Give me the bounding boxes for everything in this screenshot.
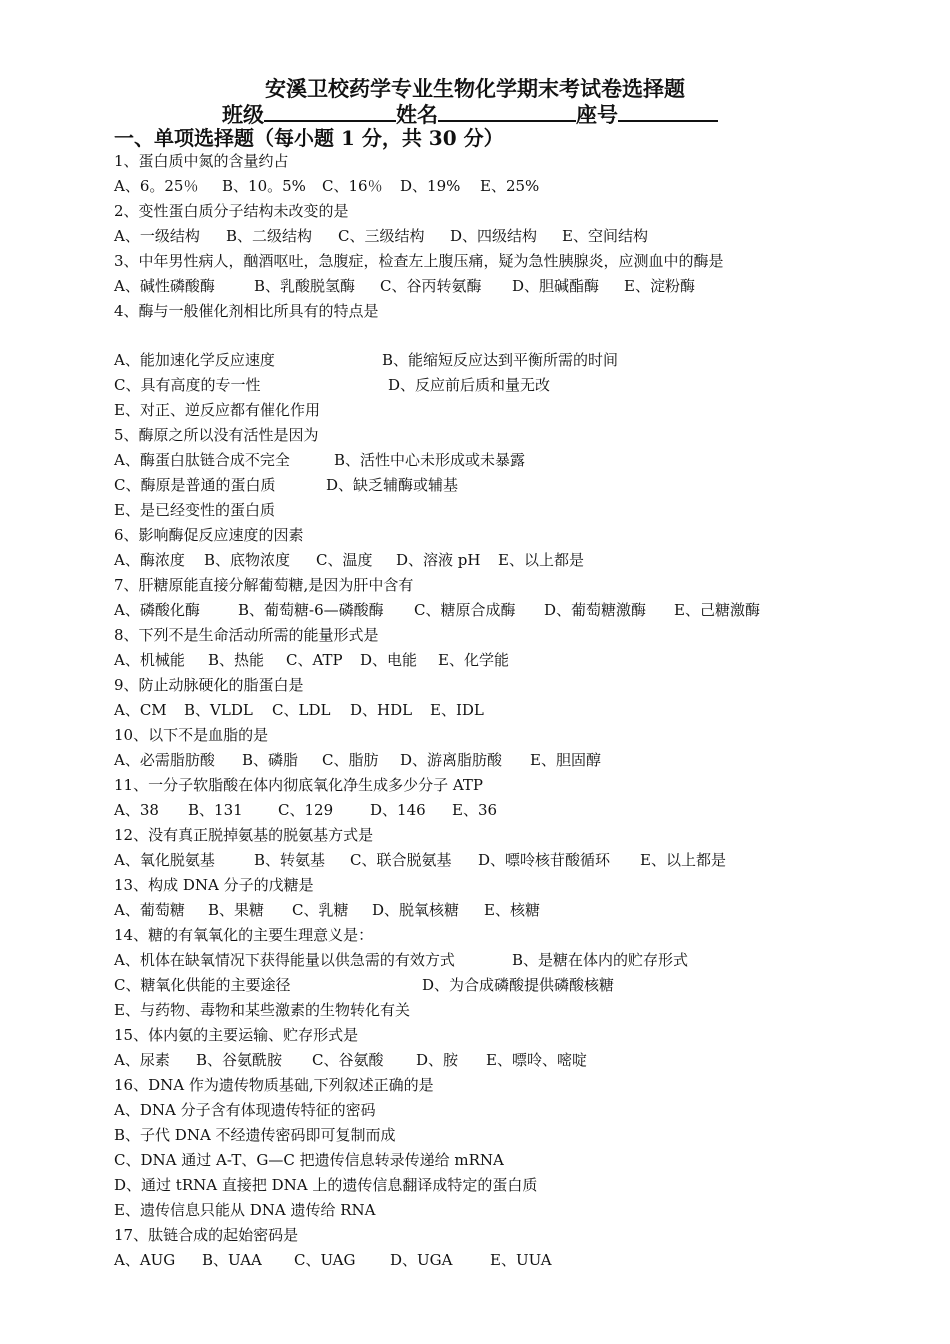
option: A、葡萄糖 — [114, 901, 185, 919]
option: E、化学能 — [438, 651, 509, 669]
option: D、UGA — [390, 1251, 453, 1269]
option: C、16％ — [322, 177, 383, 195]
seat-blank[interactable] — [618, 100, 718, 122]
option: E、是已经变性的蛋白质 — [114, 501, 275, 519]
option: A、尿素 — [114, 1051, 170, 1069]
option: E、对正、逆反应都有催化作用 — [114, 401, 320, 419]
option: C、三级结构 — [338, 227, 425, 245]
option: A、酶蛋白肽链合成不完全 — [114, 451, 290, 469]
option-row — [114, 800, 497, 820]
option: D、电能 — [360, 651, 418, 669]
option: D、胺 — [416, 1051, 459, 1069]
option: D、反应前后质和量无改 — [388, 376, 551, 394]
option-row — [114, 1250, 552, 1270]
question-stem: 4、酶与一般催化剂相比所具有的特点是 — [114, 302, 379, 320]
option: B、UAA — [202, 1251, 262, 1269]
option: A、DNA 分子含有体现遗传特征的密码 — [114, 1101, 376, 1119]
option: E、以上都是 — [498, 551, 584, 569]
option: B、谷氨酰胺 — [196, 1051, 283, 1069]
question-stem: 12、没有真正脱掉氨基的脱氨基方式是 — [114, 826, 374, 844]
option: A、6。25％ — [114, 177, 199, 195]
option: D、为合成磷酸提供磷酸核糖 — [422, 976, 615, 994]
question-stem: 16、DNA 作为遗传物质基础,下列叙述正确的是 — [114, 1076, 434, 1094]
question-stem: 17、肽链合成的起始密码是 — [114, 1226, 299, 1244]
option: D、葡萄糖激酶 — [544, 601, 647, 619]
option: E、UUA — [490, 1251, 552, 1269]
exam-title: 安溪卫校药学专业生物化学期末考试卷选择题 — [265, 76, 685, 101]
option: C、DNA 通过 A-T、G—C 把遗传信息转录传递给 mRNA — [114, 1151, 504, 1169]
option: D、通过 tRNA 直接把 DNA 上的遗传信息翻译成特定的蛋白质 — [114, 1176, 538, 1194]
question-stem: 11、一分子软脂酸在体内彻底氧化净生成多少分子 ATP — [114, 776, 483, 794]
question-stem: 9、防止动脉硬化的脂蛋白是 — [114, 676, 304, 694]
option-row — [114, 276, 695, 296]
option-row — [114, 550, 584, 570]
question-stem: 14、糖的有氧氧化的主要生理意义是： — [114, 926, 374, 944]
option: A、机械能 — [114, 651, 185, 669]
option: B、二级结构 — [226, 227, 313, 245]
option: A、必需脂肪酸 — [114, 751, 215, 769]
option: E、核糖 — [484, 901, 540, 919]
class-label: 班级 — [222, 102, 264, 127]
option-row — [114, 350, 618, 370]
option: E、以上都是 — [640, 851, 726, 869]
seat-label: 座号 — [576, 102, 618, 127]
option: C、谷丙转氨酶 — [380, 277, 482, 295]
option: A、酶浓度 — [114, 551, 185, 569]
option-row — [114, 176, 539, 196]
option-row — [114, 750, 601, 770]
option-row — [114, 650, 509, 670]
option: A、CM — [114, 701, 167, 719]
option: C、乳糖 — [292, 901, 349, 919]
question-stem: 10、以下不是血脂的是 — [114, 726, 269, 744]
option: E、IDL — [430, 701, 484, 719]
option: A、能加速化学反应速度 — [114, 351, 275, 369]
option: C、谷氨酸 — [312, 1051, 384, 1069]
option: D、脱氧核糖 — [372, 901, 460, 919]
option: A、机体在缺氧情况下获得能量以供急需的有效方式 — [114, 951, 455, 969]
option: A、一级结构 — [114, 227, 200, 245]
option-row — [114, 600, 760, 620]
option: D、胆碱酯酶 — [512, 277, 600, 295]
option: B、子代 DNA 不经遗传密码即可复制而成 — [114, 1126, 396, 1144]
option: A、AUG — [114, 1251, 176, 1269]
option: D、19% — [400, 177, 461, 195]
option: E、胆固醇 — [530, 751, 601, 769]
option: D、HDL — [350, 701, 413, 719]
option: E、己糖激酶 — [674, 601, 760, 619]
option-row — [114, 375, 550, 395]
name-label: 姓名 — [396, 102, 438, 127]
option-row — [114, 850, 726, 870]
question-stem: 1、蛋白质中氮的含量约占 — [114, 152, 289, 170]
option: B、131 — [188, 801, 243, 819]
question-stem: 13、构成 DNA 分子的戊糖是 — [114, 876, 314, 894]
name-blank[interactable] — [438, 100, 576, 122]
option: C、脂肪 — [322, 751, 379, 769]
option: B、热能 — [208, 651, 265, 669]
option: C、糖氧化供能的主要途径 — [114, 976, 291, 994]
option: D、溶液 pH — [396, 551, 481, 569]
option: B、磷脂 — [242, 751, 299, 769]
option: D、146 — [370, 801, 426, 819]
option: C、129 — [278, 801, 334, 819]
option: B、乳酸脱氢酶 — [254, 277, 356, 295]
question-stem: 2、变性蛋白质分子结构未改变的是 — [114, 202, 349, 220]
option-row — [114, 1050, 587, 1070]
student-info-line — [222, 100, 718, 128]
option: A、氧化脱氨基 — [114, 851, 215, 869]
option: B、底物浓度 — [204, 551, 291, 569]
option: E、与药物、毒物和某些激素的生物转化有关 — [114, 1001, 410, 1019]
question-stem: 7、肝糖原能直接分解葡萄糖,是因为肝中含有 — [114, 576, 414, 594]
option: C、糖原合成酶 — [414, 601, 516, 619]
option: B、葡萄糖-6—磷酸酶 — [238, 601, 384, 619]
question-stem: 3、中年男性病人，酗酒呕吐，急腹症，检查左上腹压痛，疑为急性胰腺炎，应测血中的酶是 — [114, 252, 724, 270]
option: B、10。5% — [222, 177, 306, 195]
option: B、转氨基 — [254, 851, 326, 869]
option: A、38 — [114, 801, 159, 819]
option: B、能缩短反应达到平衡所需的时间 — [382, 351, 619, 369]
option: A、磷酸化酶 — [114, 601, 200, 619]
option: C、LDL — [272, 701, 331, 719]
option: E、嘌呤、嘧啶 — [486, 1051, 587, 1069]
option-row — [114, 475, 458, 495]
option: D、游离脂肪酸 — [400, 751, 503, 769]
question-stem: 15、体内氨的主要运输、贮存形式是 — [114, 1026, 359, 1044]
option: C、酶原是普通的蛋白质 — [114, 476, 276, 494]
option: E、空间结构 — [562, 227, 648, 245]
option-row — [114, 700, 484, 720]
class-blank[interactable] — [264, 100, 396, 122]
question-stem: 5、酶原之所以没有活性是因为 — [114, 426, 319, 444]
option: B、是糖在体内的贮存形式 — [512, 951, 689, 969]
option: D、缺乏辅酶或辅基 — [326, 476, 459, 494]
option: B、活性中心未形成或未暴露 — [334, 451, 526, 469]
option-row — [114, 900, 540, 920]
option-row — [114, 975, 614, 995]
option: D、四级结构 — [450, 227, 538, 245]
option: C、温度 — [316, 551, 373, 569]
option: B、果糖 — [208, 901, 265, 919]
option-row — [114, 450, 525, 470]
option-row — [114, 226, 648, 246]
option: E、36 — [452, 801, 498, 819]
section-heading: 一、单项选择题（每小题 1 分，共 30 分） — [114, 126, 504, 150]
option: E、淀粉酶 — [624, 277, 695, 295]
option: C、UAG — [294, 1251, 356, 1269]
option-row — [114, 950, 688, 970]
question-stem: 8、下列不是生命活动所需的能量形式是 — [114, 626, 379, 644]
option: E、25% — [480, 177, 540, 195]
option: E、遗传信息只能从 DNA 遗传给 RNA — [114, 1201, 376, 1219]
option: B、VLDL — [184, 701, 253, 719]
option: C、联合脱氨基 — [350, 851, 452, 869]
option: C、具有高度的专一性 — [114, 376, 261, 394]
question-stem: 6、影响酶促反应速度的因素 — [114, 526, 304, 544]
option: D、嘌呤核苷酸循环 — [478, 851, 611, 869]
option: A、碱性磷酸酶 — [114, 277, 215, 295]
option: C、ATP — [286, 651, 343, 669]
